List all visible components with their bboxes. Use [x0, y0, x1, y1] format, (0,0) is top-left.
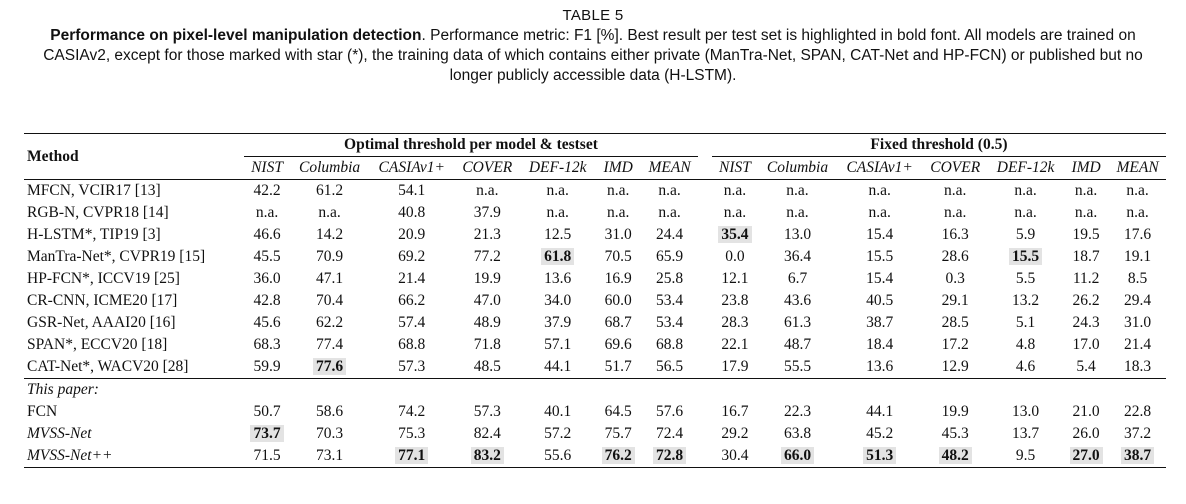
column-header-casiav1--fixed: CASIAv1+ [846, 159, 913, 176]
method-cell: H-LSTM*, TIP19 [3] [27, 226, 161, 243]
value-cell: 71.5 [253, 447, 281, 464]
best-value-cell: 15.5 [988, 246, 1063, 268]
value-cell: n.a. [944, 204, 967, 221]
value-cell: 17.0 [1072, 336, 1100, 353]
value-cell: 25.8 [656, 270, 684, 287]
value-cell: 42.2 [253, 182, 281, 199]
value-cell: 5.5 [1015, 270, 1036, 287]
value-cell: 60.0 [604, 292, 632, 309]
best-value-cell: 73.7 [244, 423, 290, 445]
value-cell: 18.4 [866, 336, 894, 353]
value-cell: 23.8 [721, 292, 749, 309]
table-number: TABLE 5 [562, 7, 624, 24]
value-cell: 16.9 [604, 270, 632, 287]
value-cell: 13.2 [1012, 292, 1040, 309]
value-cell: 71.8 [473, 336, 501, 353]
method-cell: CR-CNN, ICME20 [17] [27, 292, 178, 309]
table-row [24, 224, 1166, 246]
value-cell: 8.5 [1127, 270, 1148, 287]
table-row [24, 290, 1166, 312]
value-cell: 21.4 [398, 270, 426, 287]
value-cell: 18.3 [1124, 358, 1152, 375]
best-value-cell: 66.0 [758, 445, 837, 468]
value-cell: 19.9 [473, 270, 501, 287]
value-cell: n.a. [868, 204, 891, 221]
value-cell: 53.4 [656, 292, 684, 309]
table-row [24, 401, 1166, 423]
value-cell: 72.4 [656, 425, 684, 442]
table-row [24, 202, 1166, 224]
value-cell: 15.5 [866, 248, 894, 265]
value-cell: 48.7 [783, 336, 812, 353]
value-cell: 57.1 [544, 336, 572, 353]
best-value-cell: 77.1 [369, 445, 454, 468]
value-cell: 46.6 [253, 226, 281, 243]
value-cell: n.a. [546, 204, 569, 221]
value-cell: 61.3 [783, 314, 812, 331]
value-cell: 50.7 [253, 403, 281, 420]
value-cell: 45.6 [253, 314, 281, 331]
value-cell: 14.2 [316, 226, 344, 243]
best-value-cell: 27.0 [1063, 445, 1109, 468]
value-cell: 47.0 [473, 292, 501, 309]
value-cell: 75.3 [398, 425, 426, 442]
value-cell: 29.1 [941, 292, 969, 309]
method-cell: MVSS-Net [27, 425, 92, 442]
value-cell: 21.3 [473, 226, 501, 243]
value-cell: 22.1 [721, 336, 749, 353]
value-cell: 37.2 [1124, 425, 1152, 442]
value-cell: n.a. [255, 204, 279, 221]
value-cell: n.a. [1014, 204, 1037, 221]
column-header-mean-fixed: MEAN [1116, 159, 1159, 176]
column-header-cover-optimal: COVER [462, 159, 513, 176]
section-label-row [24, 379, 1166, 402]
value-cell: 15.4 [866, 226, 894, 243]
column-header-mean-optimal: MEAN [648, 159, 691, 176]
value-cell: n.a. [1074, 204, 1098, 221]
value-cell: 37.9 [544, 314, 572, 331]
value-cell: n.a. [606, 204, 630, 221]
value-cell: n.a. [1126, 182, 1149, 199]
value-cell: 0.3 [945, 270, 965, 287]
value-cell: 18.7 [1072, 248, 1100, 265]
value-cell: 16.7 [721, 403, 749, 420]
value-cell: 20.9 [398, 226, 426, 243]
value-cell: 53.4 [656, 314, 684, 331]
value-cell: 59.9 [253, 358, 281, 375]
caption-text [0, 26, 1186, 86]
value-cell: 12.9 [941, 358, 969, 375]
value-cell: 42.8 [253, 292, 281, 309]
value-cell: n.a. [546, 182, 569, 199]
value-cell: 17.2 [941, 336, 969, 353]
value-cell: 26.2 [1072, 292, 1100, 309]
value-cell: 68.8 [656, 336, 684, 353]
value-cell: 70.4 [316, 292, 344, 309]
value-cell: 5.9 [1015, 226, 1036, 243]
best-value-cell: 77.6 [290, 356, 369, 379]
value-cell: n.a. [868, 182, 891, 199]
value-cell: 13.6 [866, 358, 894, 375]
column-header-def-12k-optimal: DEF-12k [528, 159, 587, 176]
value-cell: 19.5 [1072, 226, 1100, 243]
table-row [24, 334, 1166, 356]
value-cell: n.a. [476, 182, 499, 199]
best-value-cell: 61.8 [520, 246, 595, 268]
method-header: Method [27, 147, 79, 165]
value-cell: 13.7 [1012, 425, 1040, 442]
value-cell: 51.7 [604, 358, 632, 375]
value-cell: 34.0 [544, 292, 572, 309]
value-cell: 36.0 [253, 270, 281, 287]
value-cell: 29.2 [721, 425, 749, 442]
value-cell: 77.4 [316, 336, 344, 353]
value-cell: 12.1 [721, 270, 749, 287]
value-cell: n.a. [658, 204, 681, 221]
value-cell: 43.6 [783, 292, 812, 309]
value-cell: n.a. [723, 182, 747, 199]
value-cell: n.a. [1074, 182, 1098, 199]
table-body [24, 180, 1166, 468]
value-cell: 40.8 [398, 204, 426, 221]
best-value-cell: 51.3 [837, 445, 922, 468]
caption-title: Performance on pixel-level manipulation detection [50, 27, 422, 44]
value-cell: 40.5 [866, 292, 894, 309]
method-cell: CAT-Net*, WACV20 [28] [27, 358, 189, 375]
value-cell: 4.6 [1015, 358, 1036, 375]
value-cell: 68.3 [253, 336, 281, 353]
value-cell: 82.4 [473, 425, 501, 442]
section-label: This paper: [27, 381, 99, 398]
method-cell: MVSS-Net++ [27, 447, 113, 464]
value-cell: 29.4 [1124, 292, 1152, 309]
table-row [24, 445, 1166, 468]
group-header-optimal: Optimal threshold per model & testset [244, 134, 698, 157]
value-cell: 68.7 [604, 314, 632, 331]
best-value-cell: 76.2 [595, 445, 641, 468]
value-cell: n.a. [1014, 182, 1037, 199]
method-cell: SPAN*, ECCV20 [18] [27, 336, 168, 353]
best-value-cell: 83.2 [454, 445, 520, 468]
best-value-cell: 35.4 [712, 224, 758, 246]
column-header-imd-optimal: IMD [603, 159, 633, 176]
value-cell: 45.3 [941, 425, 969, 442]
value-cell: 58.6 [316, 403, 344, 420]
value-cell: 57.3 [473, 403, 501, 420]
value-cell: 61.2 [316, 182, 344, 199]
column-header-imd-fixed: IMD [1071, 159, 1101, 176]
table-row [24, 180, 1166, 203]
value-cell: 57.4 [398, 314, 426, 331]
value-cell: 45.5 [253, 248, 281, 265]
value-cell: 64.5 [604, 403, 632, 420]
value-cell: 55.6 [544, 447, 572, 464]
results-table [24, 133, 1166, 468]
value-cell: 57.2 [544, 425, 572, 442]
value-cell: 31.0 [1124, 314, 1152, 331]
value-cell: n.a. [658, 182, 681, 199]
value-cell: 21.4 [1124, 336, 1152, 353]
value-cell: 13.6 [544, 270, 572, 287]
value-cell: 70.5 [604, 248, 632, 265]
value-cell: 54.1 [398, 182, 426, 199]
value-cell: 5.1 [1015, 314, 1036, 331]
value-cell: 77.2 [473, 248, 501, 265]
value-cell: 57.6 [656, 403, 684, 420]
column-header-columbia-fixed: Columbia [766, 159, 829, 176]
best-value-cell: 72.8 [641, 445, 698, 468]
value-cell: 68.8 [398, 336, 426, 353]
value-cell: n.a. [786, 182, 809, 199]
value-cell: 48.5 [473, 358, 501, 375]
group-header-fixed: Fixed threshold (0.5) [712, 134, 1166, 157]
value-cell: n.a. [318, 204, 341, 221]
value-cell: 70.3 [316, 425, 344, 442]
table-caption [0, 6, 1186, 86]
value-cell: 11.2 [1072, 270, 1100, 287]
value-cell: 12.5 [544, 226, 572, 243]
value-cell: 47.1 [316, 270, 344, 287]
value-cell: n.a. [723, 204, 747, 221]
value-cell: 21.0 [1072, 403, 1100, 420]
value-cell: 62.2 [316, 314, 344, 331]
value-cell: 17.9 [721, 358, 749, 375]
best-value-cell: 38.7 [1109, 445, 1166, 468]
table-row [24, 312, 1166, 334]
value-cell: 37.9 [473, 204, 501, 221]
value-cell: 73.1 [316, 447, 344, 464]
table-row [24, 246, 1166, 268]
value-cell: 9.5 [1015, 447, 1036, 464]
column-header-nist-fixed: NIST [719, 159, 751, 176]
value-cell: 24.3 [1072, 314, 1100, 331]
value-cell: 66.2 [398, 292, 426, 309]
value-cell: 44.1 [866, 403, 894, 420]
value-cell: 55.5 [783, 358, 812, 375]
value-cell: 6.7 [787, 270, 808, 287]
value-cell: 4.8 [1015, 336, 1036, 353]
column-header-casiav1--optimal: CASIAv1+ [378, 159, 445, 176]
table-row [24, 268, 1166, 290]
value-cell: 30.4 [721, 447, 749, 464]
value-cell: 65.9 [656, 248, 684, 265]
method-cell: MFCN, VCIR17 [13] [27, 182, 161, 199]
value-cell: 13.0 [783, 226, 812, 243]
method-cell: HP-FCN*, ICCV19 [25] [27, 270, 180, 287]
column-header-columbia-optimal: Columbia [299, 159, 361, 176]
value-cell: n.a. [786, 204, 809, 221]
value-cell: 69.6 [604, 336, 632, 353]
value-cell: 13.0 [1012, 403, 1040, 420]
value-cell: 63.8 [783, 425, 812, 442]
value-cell: 48.9 [473, 314, 501, 331]
value-cell: 24.4 [656, 226, 684, 243]
value-cell: 0.0 [725, 248, 745, 265]
value-cell: n.a. [606, 182, 630, 199]
value-cell: 19.1 [1124, 248, 1152, 265]
caption-description: . Performance metric: F1 [%]. Best result per test set is highlighted in bold font. All models are trained on CASIAv2, except for those marked with star (*), the training data of which contains either private (ManTra-Net, SPAN, CAT-Net and HP-FCN) or published but no longer publicly accessible data (H-LSTM). [43, 27, 1143, 84]
value-cell: n.a. [1126, 204, 1149, 221]
value-cell: 36.4 [783, 248, 812, 265]
table-row [24, 423, 1166, 445]
value-cell: 17.6 [1124, 226, 1152, 243]
column-header-cover-fixed: COVER [930, 159, 981, 176]
value-cell: 38.7 [866, 314, 894, 331]
method-cell: ManTra-Net*, CVPR19 [15] [27, 248, 206, 265]
value-cell: 75.7 [604, 425, 632, 442]
value-cell: n.a. [944, 182, 967, 199]
value-cell: 70.9 [316, 248, 344, 265]
value-cell: 74.2 [398, 403, 426, 420]
value-cell: 26.0 [1072, 425, 1100, 442]
value-cell: 15.4 [866, 270, 894, 287]
value-cell: 22.3 [783, 403, 812, 420]
value-cell: 22.8 [1124, 403, 1152, 420]
value-cell: 40.1 [544, 403, 572, 420]
value-cell: 57.3 [398, 358, 426, 375]
table-row [24, 356, 1166, 379]
value-cell: 45.2 [866, 425, 894, 442]
value-cell: 19.9 [941, 403, 969, 420]
value-cell: 28.3 [721, 314, 749, 331]
value-cell: 69.2 [398, 248, 426, 265]
method-cell: FCN [27, 403, 58, 420]
best-value-cell: 48.2 [922, 445, 988, 468]
method-cell: GSR-Net, AAAI20 [16] [27, 314, 176, 331]
method-cell: RGB-N, CVPR18 [14] [27, 204, 169, 221]
column-header-def-12k-fixed: DEF-12k [996, 159, 1055, 176]
value-cell: 16.3 [941, 226, 969, 243]
value-cell: 28.6 [941, 248, 969, 265]
value-cell: 56.5 [656, 358, 684, 375]
value-cell: 44.1 [544, 358, 572, 375]
value-cell: 31.0 [604, 226, 632, 243]
value-cell: 5.4 [1076, 358, 1096, 375]
column-header-nist-optimal: NIST [251, 159, 283, 176]
value-cell: 28.5 [941, 314, 969, 331]
